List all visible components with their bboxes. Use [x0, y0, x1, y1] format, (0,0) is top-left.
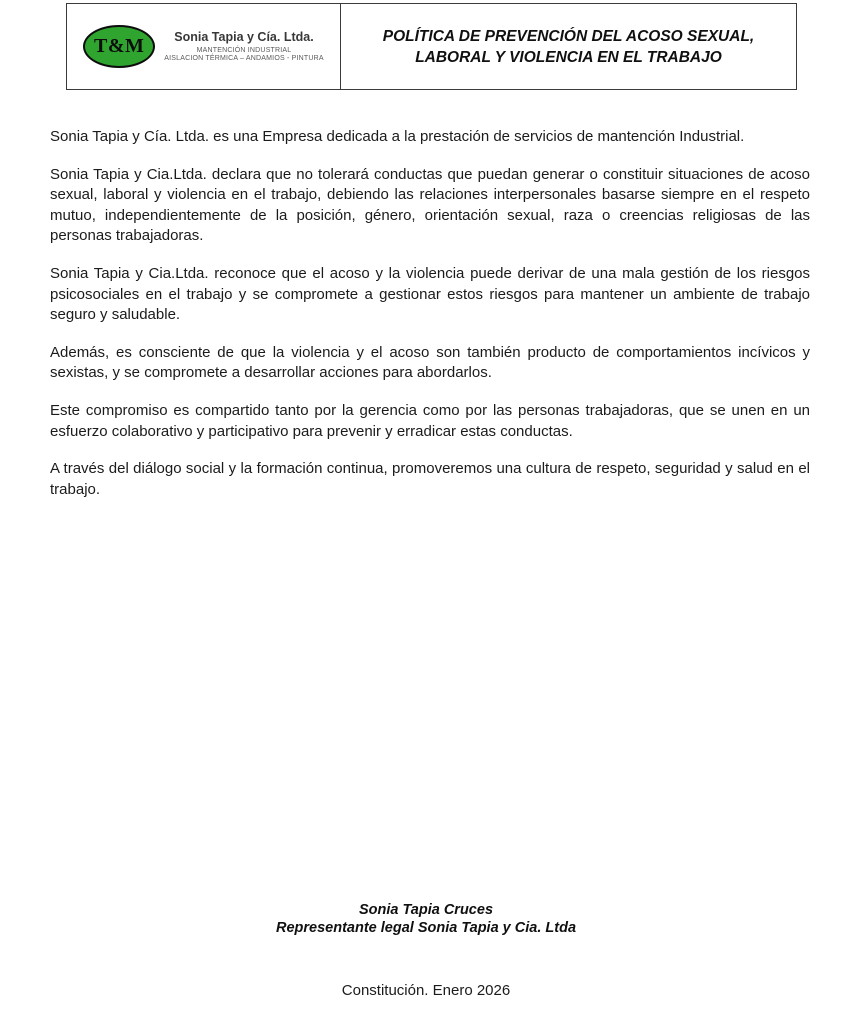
logo-cell — [67, 4, 341, 89]
company-identity — [164, 30, 324, 62]
company-subtitle-line1: MANTENCIÓN INDUSTRIAL — [196, 46, 292, 54]
company-logo-icon: T&M — [83, 25, 155, 68]
paragraph-intro: Sonia Tapia y Cía. Ltda. es una Empresa dedicada a la prestación de servicios de mantención Industrial. — [50, 128, 745, 145]
paragraph-declaration: Sonia Tapia y Cia.Ltda. declara que no tolerará conductas que puedan generar o constituir situaciones de acoso sexual, laboral y violencia en el trabajo, debiendo las relaciones interpersonales basarse siempre en el respeto mutuo, independientemente de la posición, género, orientación sexual, raza o creencias religiosas de las personas trabajadoras. — [50, 165, 810, 245]
document-body — [50, 127, 810, 517]
paragraph-shared-commitment: Este compromiso es compartido tanto por la gerencia como por las personas trabajadoras, que se unen en un esfuerzo colaborativo y participativo para prevenir y erradicar estas conductas. — [50, 401, 810, 440]
document-title-line2: LABORAL Y VIOLENCIA EN EL TRABAJO — [415, 48, 722, 66]
document-header — [66, 3, 797, 90]
paragraph-dialogue: A través del diálogo social y la formación continua, promoveremos una cultura de respeto, seguridad y salud en el trabajo. — [50, 460, 810, 498]
company-name: Sonia Tapia y Cía. Ltda. — [174, 30, 314, 45]
company-subtitle-line2: AISLACION TÉRMICA – ANDAMIOS - PINTURA — [164, 54, 324, 62]
signature-block — [0, 901, 852, 937]
title-cell — [341, 4, 796, 89]
footer-place-date: Constitución. Enero 2026 — [341, 982, 511, 999]
signature-name: Sonia Tapia Cruces — [358, 902, 494, 918]
document-title-line1: POLÍTICA DE PREVENCIÓN DEL ACOSO SEXUAL, — [382, 27, 755, 45]
paragraph-awareness: Además, es consciente de que la violencia y el acoso son también producto de comportamientos incívicos y sexistas, y se compromete a desarrollar acciones para abordarlos. — [50, 343, 810, 382]
paragraph-risk-recognition: Sonia Tapia y Cia.Ltda. reconoce que el acoso y la violencia puede derivar de una mala gestión de los riesgos psicosociales en el trabajo y se compromete a gestionar estos riesgos para mantener un ambiente de trabajo seguro y saludable. — [50, 264, 810, 324]
signature-role: Representante legal Sonia Tapia y Cia. Ltda — [275, 920, 577, 936]
